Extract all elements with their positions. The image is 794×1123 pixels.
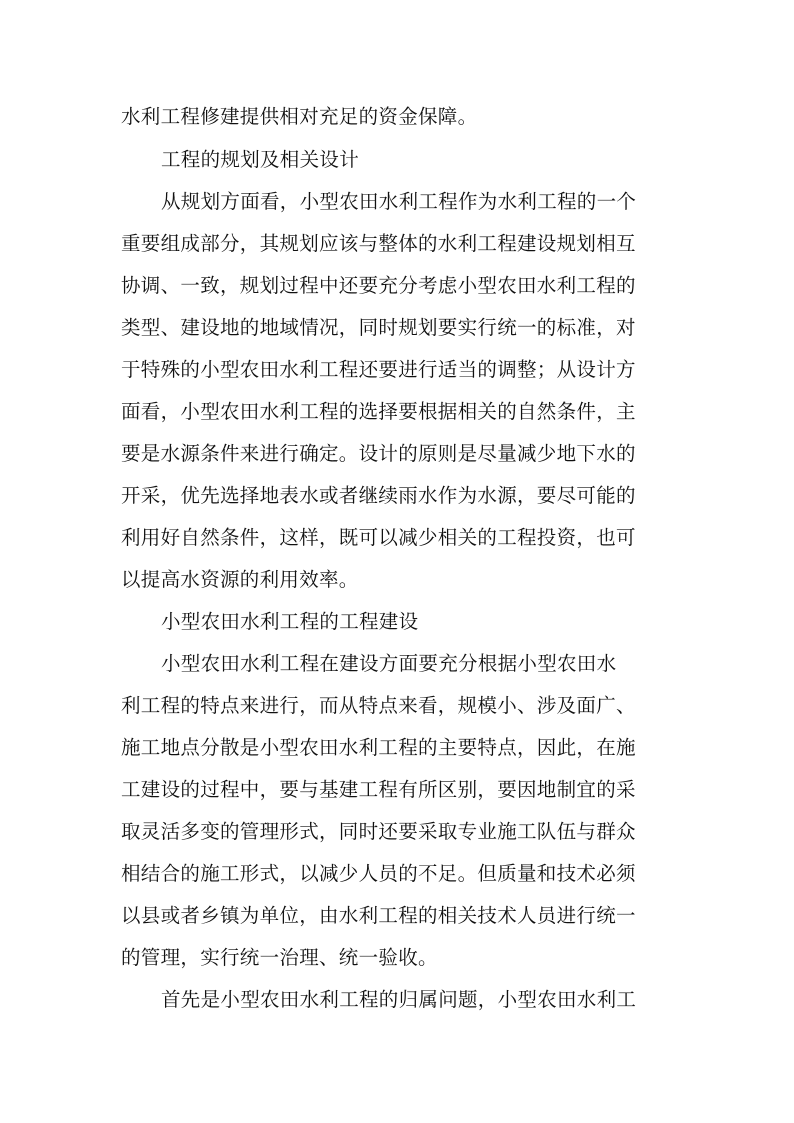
text-line: 以提高水资源的利用效率。 [121,568,359,591]
text-line: 要是水源条件来进行确定。设计的原则是尽量减少地下水的 [121,442,636,465]
text-line: 取灵活多变的管理形式，同时还要采取专业施工队伍与群众 [121,820,636,843]
text-line: 相结合的施工形式，以减少人员的不足。但质量和技术必须 [121,862,636,885]
text-line: 利用好自然条件，这样，既可以减少相关的工程投资，也可 [121,526,636,549]
text-line: 于特殊的小型农田水利工程还要进行适当的调整；从设计方 [121,358,636,381]
text-line: 协调、一致，规划过程中还要充分考虑小型农田水利工程的 [121,274,636,297]
text-line: 面看，小型农田水利工程的选择要根据相关的自然条件，主 [121,400,636,423]
text-line: 水利工程修建提供相对充足的资金保障。 [121,105,478,128]
text-line: 施工地点分散是小型农田水利工程的主要特点，因此，在施 [121,736,636,759]
text-line: 的管理，实行统一治理、统一验收。 [121,946,438,969]
section-heading: 工程的规划及相关设计 [161,148,360,171]
text-line: 首先是小型农田水利工程的归属问题，小型农田水利工 [161,988,637,1011]
text-line: 小型农田水利工程在建设方面要充分根据小型农田水 [161,652,617,675]
section-heading: 小型农田水利工程的工程建设 [161,610,419,633]
text-line: 重要组成部分，其规划应该与整体的水利工程建设规划相互 [121,232,636,255]
text-line: 从规划方面看，小型农田水利工程作为水利工程的一个 [161,190,637,213]
text-line: 工建设的过程中，要与基建工程有所区别，要因地制宜的采 [121,778,636,801]
text-line: 以县或者乡镇为单位，由水利工程的相关技术人员进行统一 [121,904,636,927]
text-line: 利工程的特点来进行，而从特点来看，规模小、涉及面广、 [121,694,636,717]
text-line: 类型、建设地的地域情况，同时规划要实行统一的标准，对 [121,316,636,339]
text-line: 开采，优先选择地表水或者继续雨水作为水源，要尽可能的 [121,484,636,507]
